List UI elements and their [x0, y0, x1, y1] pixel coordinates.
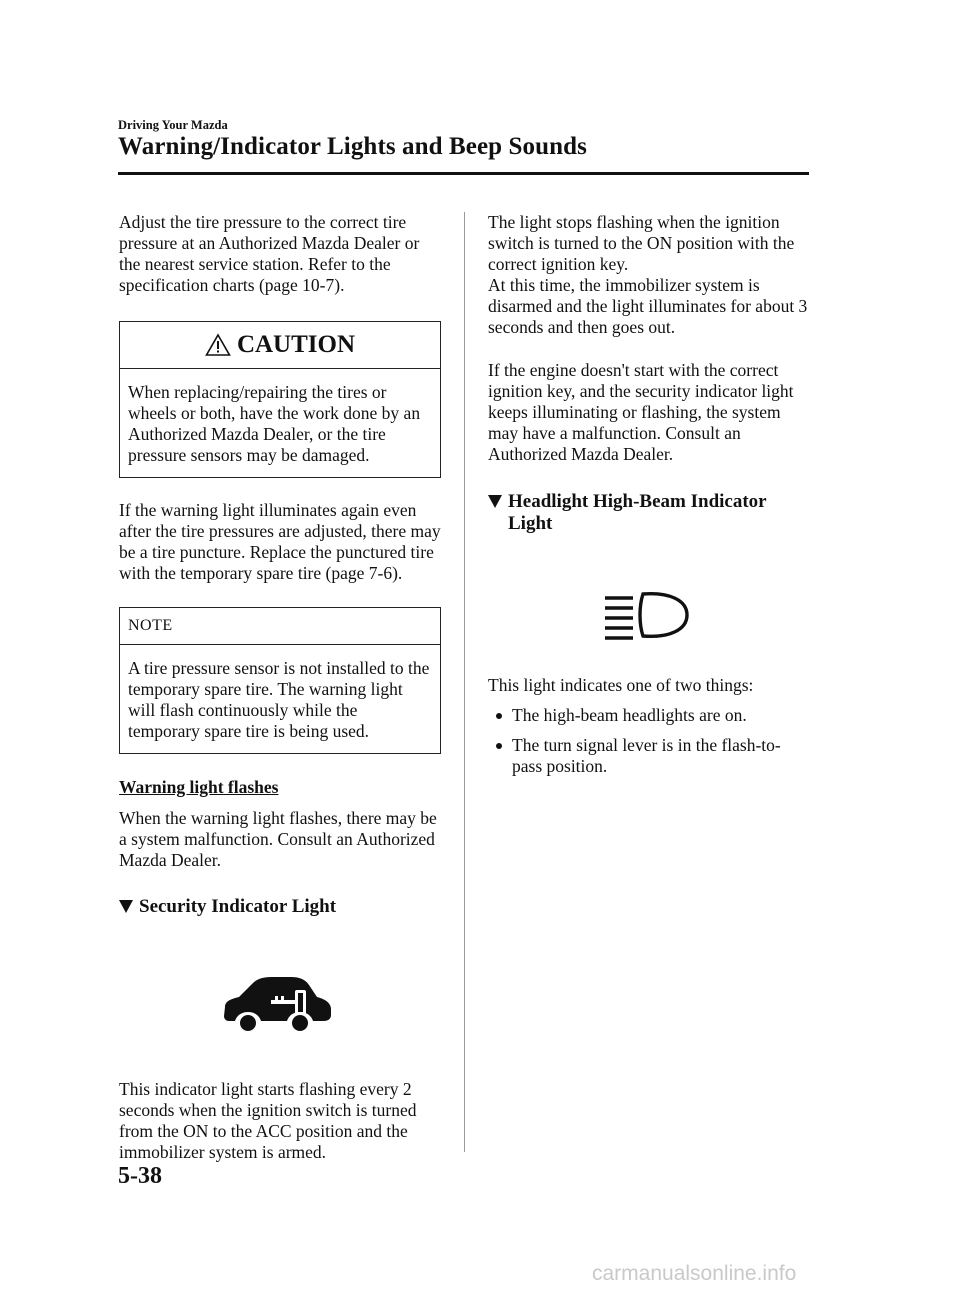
indicates-two-things-paragraph: This light indicates one of two things:	[488, 675, 754, 695]
caution-box	[119, 321, 441, 478]
note-box	[119, 607, 441, 754]
page-title: Warning/Indicator Lights and Beep Sounds	[118, 133, 587, 160]
high-beam-heading	[488, 491, 810, 535]
watermark: carmanualsonline.info	[592, 1262, 797, 1285]
caution-body	[120, 369, 440, 477]
tire-pressure-paragraph: Adjust the tire pressure to the correct tire pressure at an Authorized Mazda Dealer or the nearest service station. Refer to the specification charts (page 10-7).	[119, 212, 420, 295]
security-heading-text: Security Indicator Light	[139, 896, 337, 917]
page-number: 5-38	[118, 1163, 162, 1189]
warning-light-flashes-subheading: Warning light flashes	[119, 777, 279, 797]
caution-header	[120, 322, 440, 369]
note-text: A tire pressure sensor is not installed to the temporary spare tire. The warning light will flash continuously while the temporary spare tire is being used.	[128, 658, 430, 741]
high-beam-icon-area	[488, 535, 810, 665]
bullet-icon	[496, 713, 502, 719]
right-column	[488, 212, 810, 777]
bullet-icon	[496, 743, 502, 749]
heading-triangle-icon	[488, 495, 502, 508]
column-divider	[464, 212, 465, 1152]
left-column	[119, 212, 441, 1163]
high-beam-bullet-list	[488, 705, 810, 777]
note-heading: NOTE	[128, 617, 173, 634]
security-indicator-heading	[119, 896, 441, 918]
warning-triangle-icon	[205, 333, 231, 357]
high-beam-heading-line2: Light	[508, 513, 553, 534]
note-header	[120, 608, 440, 645]
section-label: Driving Your Mazda	[118, 118, 228, 132]
caution-heading: CAUTION	[236, 331, 356, 358]
security-car-key-icon	[217, 971, 333, 1033]
title-rule	[118, 172, 809, 175]
note-body	[120, 645, 440, 753]
high-beam-icon	[603, 590, 693, 642]
heading-triangle-icon	[119, 900, 133, 913]
security-description-paragraph: This indicator light starts flashing every 2 seconds when the ignition switch is turned from the ON to the ACC position and the immobilizer system is armed.	[119, 1079, 417, 1162]
list-item: The turn signal lever is in the flash-to-pass position.	[488, 735, 810, 777]
immobilizer-disarmed-paragraph: At this time, the immobilizer system is disarmed and the light illuminates for about 3 seconds and then goes out.	[488, 275, 808, 337]
list-item: The high-beam headlights are on.	[488, 705, 810, 726]
caution-text: When replacing/repairing the tires or wheels or both, have the work done by an Authorized Mazda Dealer, or the tire pressure sensors may be damaged.	[128, 382, 421, 465]
malfunction-paragraph: When the warning light flashes, there may be a system malfunction. Consult an Authorized Mazda Dealer.	[119, 808, 437, 870]
puncture-paragraph: If the warning light illuminates again even after the tire pressures are adjusted, there may be a tire puncture. Replace the punctured tire with the temporary spare tire (page 7-6).	[119, 500, 441, 583]
light-stops-flashing-paragraph: The light stops flashing when the ignition switch is turned to the ON position with the correct ignition key.	[488, 212, 795, 274]
high-beam-heading-line1: Headlight High-Beam Indicator	[508, 491, 767, 512]
security-icon-area	[119, 935, 441, 1045]
engine-doesnt-start-paragraph: If the engine doesn't start with the correct ignition key, and the security indicator light keeps illuminating or flashing, the system may have a malfunction. Consult an Authorized Mazda Dealer.	[488, 360, 794, 464]
